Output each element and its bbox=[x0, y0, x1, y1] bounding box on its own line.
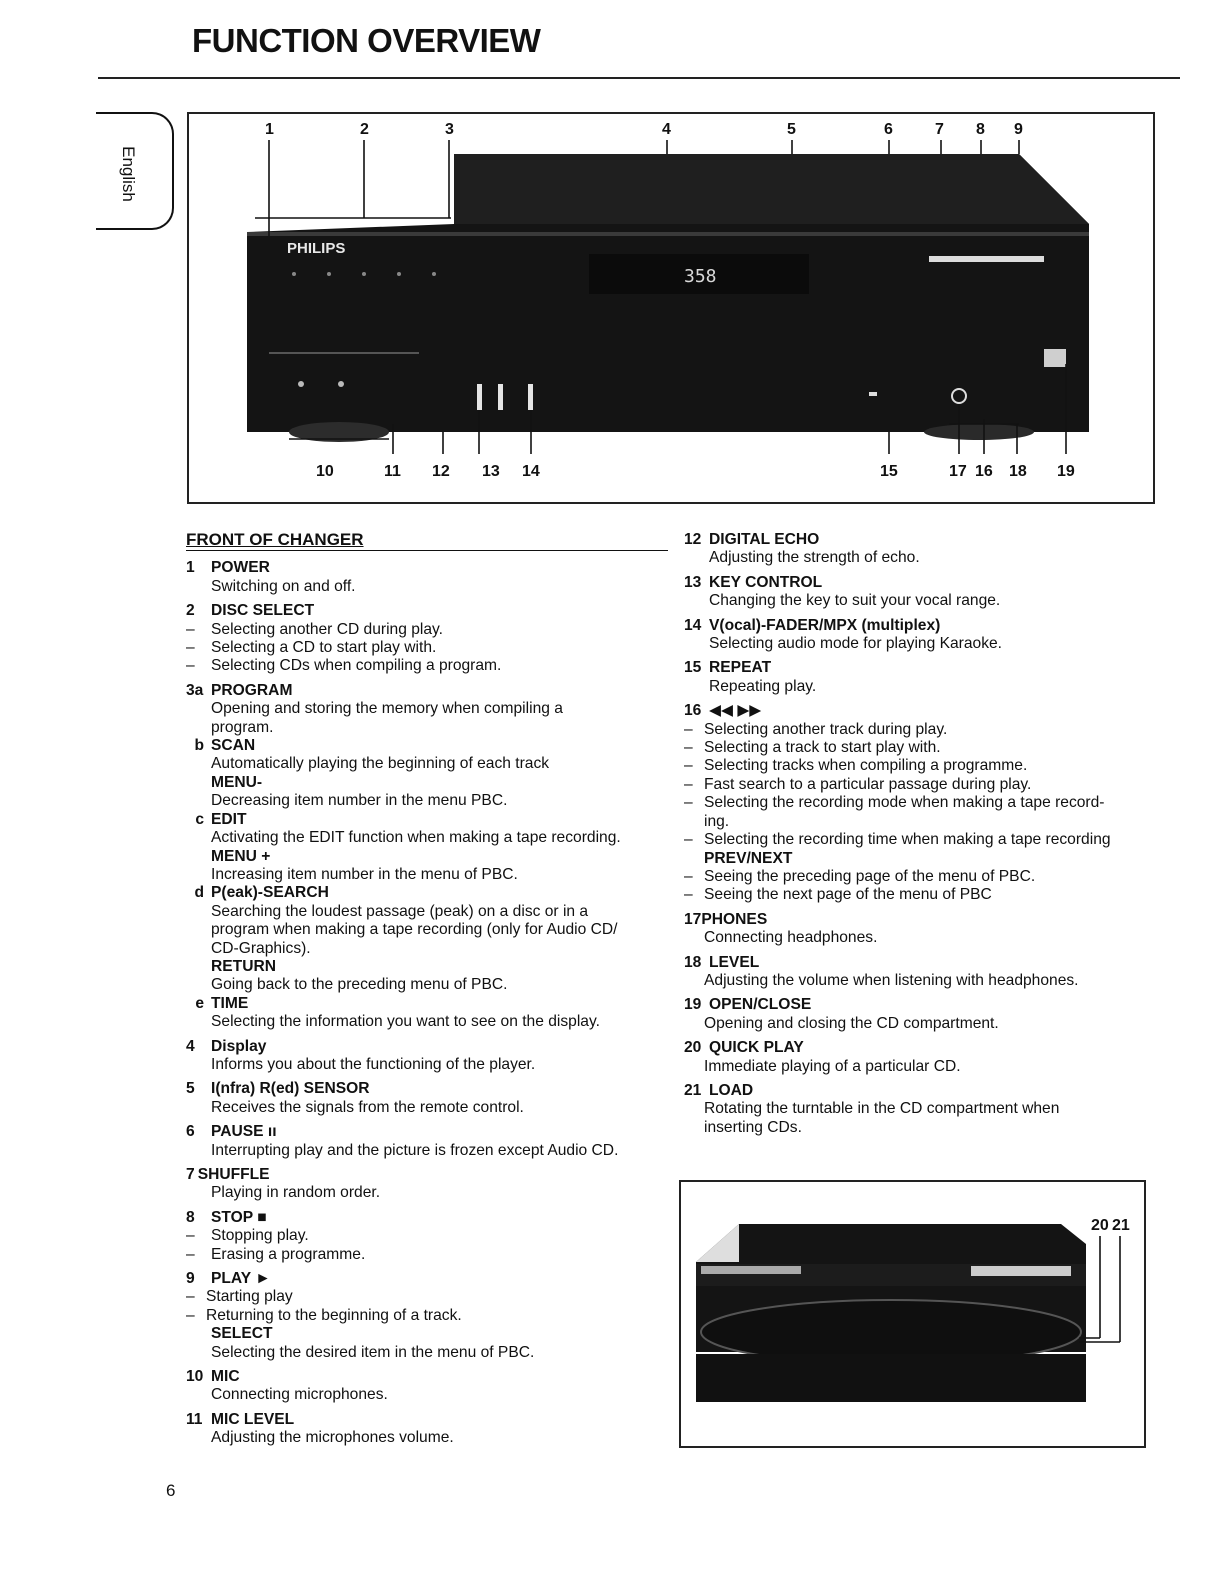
cd-compartment-diagram bbox=[679, 1180, 1146, 1448]
callout-4: 4 bbox=[662, 121, 671, 138]
device-top-panel bbox=[454, 154, 1089, 224]
callout-5: 5 bbox=[787, 121, 796, 138]
entry-19: 19 OPEN/CLOSE Opening and closing the CD compartment. bbox=[684, 996, 999, 1032]
front-panel-diagram bbox=[187, 112, 1155, 504]
callout-20: 20 bbox=[1091, 1217, 1109, 1234]
left-column bbox=[186, 531, 666, 1454]
entry-title: DISC SELECT bbox=[211, 602, 315, 620]
callout-16: 16 bbox=[975, 463, 993, 480]
entry-number: 1 bbox=[186, 559, 195, 577]
entry-title: POWER bbox=[211, 559, 270, 577]
callout-19: 19 bbox=[1057, 463, 1075, 480]
skip-icon: ◀◀ ▶▶ bbox=[709, 702, 762, 720]
language-tab bbox=[96, 112, 174, 230]
callout-9: 9 bbox=[1014, 121, 1023, 138]
entry-3: 3a PROGRAM Opening and storing the memory when compiling a program. b SCAN Automatically playing the beginning of each track MENU- Decreasing item number in the menu PBC. c EDIT Activating the EDIT function when making a tape recording. MENU + Increasing item number in the menu of PBC. d P(eak)-SEARCH Searching the loudest passage (peak) on a disc or in a program when making a tape recording (only for Audio CD/ CD-Graphics). RETURN Going back to the preceding menu of PBC. e TIME Selecting the information you want to see on the display. bbox=[186, 681, 621, 1031]
panel-divider bbox=[269, 352, 419, 354]
entry-10: 10 MIC Connecting microphones. bbox=[186, 1368, 388, 1404]
callout-13: 13 bbox=[482, 463, 500, 480]
entry-18: 18 LEVEL Adjusting the volume when listening with headphones. bbox=[684, 953, 1079, 989]
front-panel-illustration bbox=[189, 114, 1155, 504]
callout-8: 8 bbox=[976, 121, 985, 138]
callout-18: 18 bbox=[1009, 463, 1027, 480]
entry-6: 6 PAUSE ıı Interrupting play and the picture is frozen except Audio CD. bbox=[186, 1123, 619, 1159]
entry-9: 9 PLAY ► – Starting play – Returning to the beginning of a track. SELECT Selecting the desired item in the menu of PBC. bbox=[186, 1270, 535, 1361]
callout-7: 7 bbox=[935, 121, 944, 138]
callout-3: 3 bbox=[445, 121, 454, 138]
entry-15: 15 REPEAT Repeating play. bbox=[684, 659, 817, 695]
entry-8: 8 STOP ■ – Stopping play. – Erasing a programme. bbox=[186, 1208, 366, 1263]
entry-4: 4 Display Informs you about the functioning of the player. bbox=[186, 1037, 536, 1073]
callout-1: 1 bbox=[265, 121, 274, 138]
device-edge bbox=[247, 232, 1089, 236]
open-close-button bbox=[1044, 349, 1066, 367]
entry-7: 7 SHUFFLE Playing in random order. bbox=[186, 1166, 381, 1202]
entry-text: Switching on and off. bbox=[211, 577, 356, 595]
entry-2: 2 DISC SELECT – Selecting another CD during play. – Selecting a CD to start play with. – Selecting CDs when compiling a program. bbox=[186, 602, 502, 675]
page-number: 6 bbox=[166, 1481, 176, 1500]
callout-15: 15 bbox=[880, 463, 898, 480]
right-column bbox=[684, 531, 1164, 1143]
entry-12: 12 DIGITAL ECHO Adjusting the strength of echo. bbox=[684, 531, 920, 567]
brand-logo: PHILIPS bbox=[287, 240, 346, 257]
repeat-button bbox=[869, 392, 877, 396]
callout-12: 12 bbox=[432, 463, 450, 480]
entry-13: 13 KEY CONTROL Changing the key to suit your vocal range. bbox=[684, 573, 1001, 610]
entry-16: 16 ◀◀ ▶▶ – Selecting another track during play. – Selecting a track to start play with. – Selecting tracks when compiling a programme. – Fast search to a particular passage during play. – Selecting the recording mode when making a tape record- ing. – Selecting the recording time when making a tape recording PREV/NEXT – Seeing the preceding page of the menu of PBC. – Seeing the next page of the menu of PBC bbox=[684, 702, 1111, 904]
cd-compartment-illustration bbox=[681, 1182, 1146, 1448]
entry-1 bbox=[186, 559, 666, 596]
entry-5: 5 I(nfra) R(ed) SENSOR Receives the signals from the remote control. bbox=[186, 1080, 524, 1116]
entry-14: 14 V(ocal)-FADER/MPX (multiplex) Selecting audio mode for playing Karaoke. bbox=[684, 616, 1002, 653]
entry-11: 11 MIC LEVEL Adjusting the microphones volume. bbox=[186, 1410, 454, 1447]
callout-11: 11 bbox=[384, 463, 401, 480]
callout-6: 6 bbox=[884, 121, 893, 138]
section-heading: FRONT OF CHANGER bbox=[186, 531, 668, 551]
callout-21: 21 bbox=[1112, 1217, 1130, 1234]
entry-20: 20 QUICK PLAY Immediate playing of a particular CD. bbox=[684, 1039, 961, 1075]
entry-17: 17 PHONES Connecting headphones. bbox=[684, 910, 878, 947]
header-rule bbox=[98, 77, 1180, 79]
display-readout: 358 bbox=[684, 266, 717, 287]
callout-14: 14 bbox=[522, 463, 540, 480]
page-title: FUNCTION OVERVIEW bbox=[192, 22, 541, 59]
language-tab-label: English bbox=[119, 146, 138, 202]
callout-2: 2 bbox=[360, 121, 369, 138]
entry-21: 21 LOAD Rotating the turntable in the CD compartment when inserting CDs. bbox=[684, 1081, 1060, 1136]
callout-10: 10 bbox=[316, 463, 334, 480]
transport-buttons bbox=[929, 256, 1044, 262]
callout-17: 17 bbox=[949, 463, 967, 480]
entry-title: PROGRAM bbox=[211, 681, 293, 699]
